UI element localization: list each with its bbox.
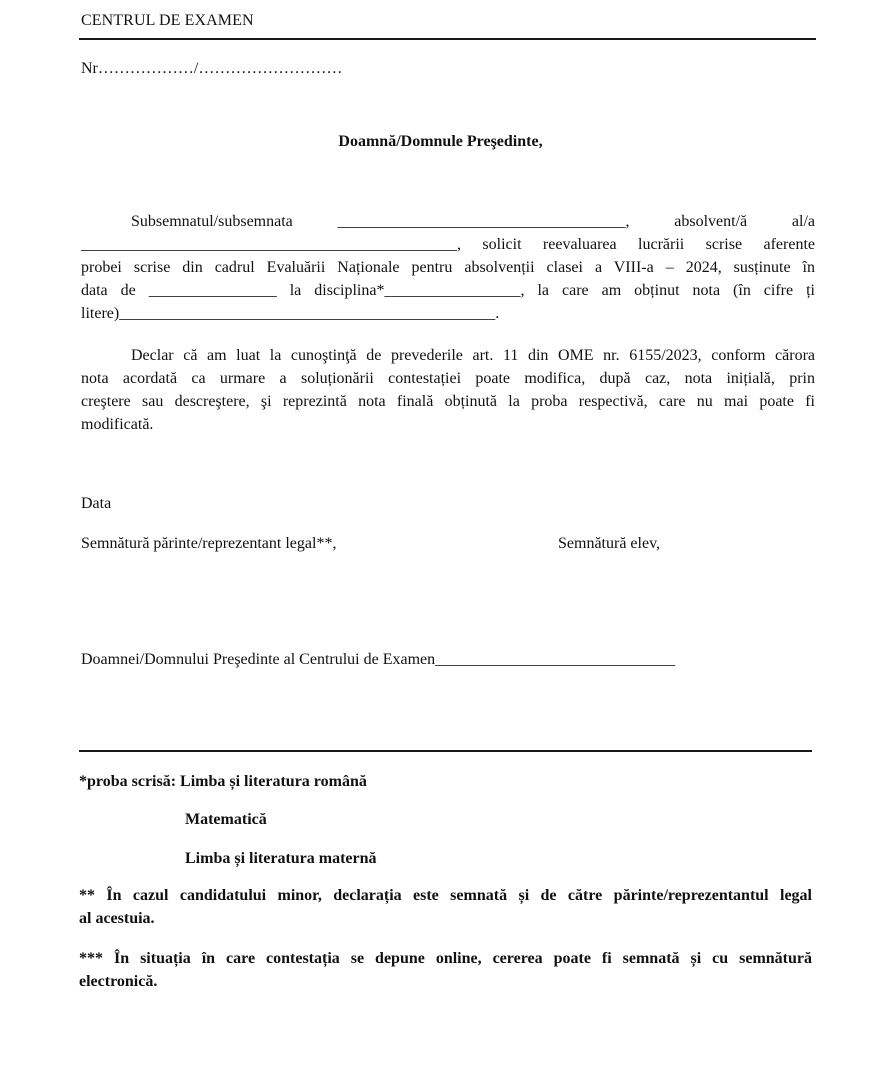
footnote-minor-line-1: ** În cazul candidatului minor, declarația este semnată și de către părinte/reprezentantul legal [79,887,812,904]
footnote-minor-candidate [79,884,812,930]
footnote-online-line-1: *** În situația în care contestația se depune online, cererea poate fi semnată și cu semnătură [79,950,812,967]
declaration-line-3: creştere sau descreştere, şi reprezintă nota finală obținută la proba respectivă, care nu mai poate fi [81,393,815,410]
salutation: Doamnă/Domnule Preşedinte, [338,133,543,150]
declaration-paragraph [81,344,815,436]
date-label: Data [81,495,112,512]
declaration-line-4: modificată. [81,416,154,433]
request-line-1 [81,210,815,233]
footnote-subject-math: Matematică [185,811,267,828]
footnote-minor-line-2: al acestuia. [79,910,155,927]
recipient-line: Doamnei/Domnului Preşedinte al Centrului de Examen______________________________ [81,651,676,668]
request-line-4: data de ________________ la disciplina*_________________, la care am obținut nota (în cifre ți [81,282,815,299]
request-paragraph [81,210,815,325]
declaration-line-1 [81,344,815,367]
request-line-1-text: Subsemnatul/subsemnata ____________________________________, absolvent/ă al/a [131,213,815,230]
exam-center-title: CENTRUL DE EXAMEN [81,12,254,29]
request-line-3: probei scrise din cadrul Evaluării Naționale pentru absolvenții clasei a VIII-a – 2024, susținute în [81,259,815,276]
parent-signature-label: Semnătură părinte/reprezentant legal**, [81,535,337,552]
footnote-online-line-2: electronică. [79,973,158,990]
header-divider [79,38,816,40]
request-line-2: _______________________________________________, solicit reevaluarea lucrării scrise aferente [81,236,815,253]
request-line-5: litere)_______________________________________________. [81,305,500,322]
footnote-online-submission [79,947,812,993]
footnote-subject-maternal: Limba și literatura maternă [185,850,377,867]
footnote-divider [79,750,812,752]
registration-number-line: Nr………………/……………………… [81,60,343,77]
declaration-line-1-text: Declar că am luat la cunoştinţă de prevederile art. 11 din OME nr. 6155/2023, conform cărora [131,347,815,364]
student-signature-label: Semnătură elev, [558,535,661,552]
footnote-subjects: *proba scrisă: Limba și literatura română [79,773,367,790]
declaration-line-2: nota acordată ca urmare a soluționării contestației poate modifica, după caz, nota inițială, prin [81,370,815,387]
